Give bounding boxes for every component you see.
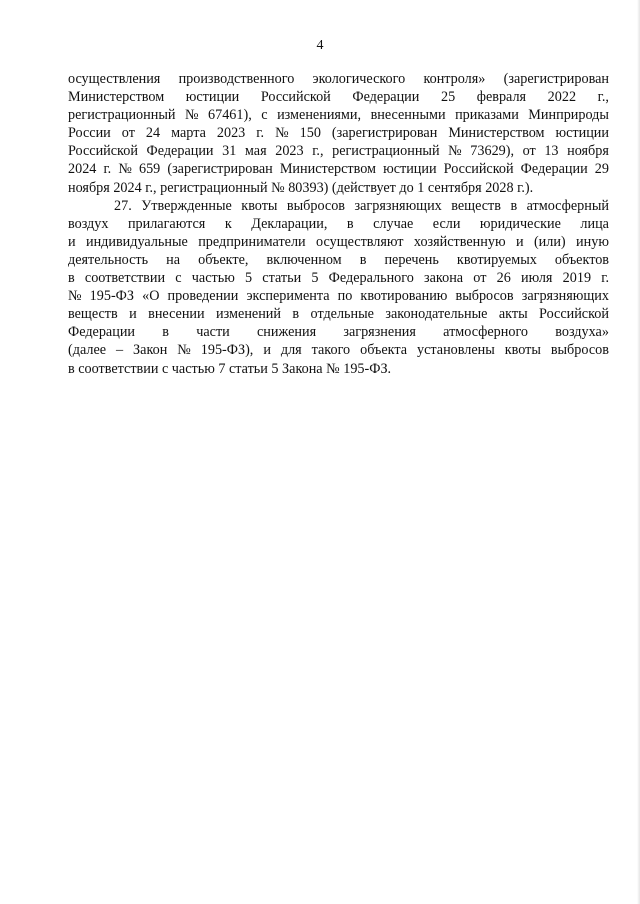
word: 2023: [216, 125, 246, 142]
word: случае: [373, 215, 414, 232]
word: эксперимента: [246, 288, 330, 305]
word: отдельные: [310, 306, 374, 323]
word: Утвержденные: [141, 197, 232, 214]
word: 659: [138, 161, 161, 178]
word: снижения: [257, 324, 317, 341]
text-line: [68, 287, 609, 305]
word: по: [337, 288, 353, 305]
word: воздуха»: [555, 324, 609, 341]
word: если: [432, 215, 461, 232]
word: (зарегистрирован: [331, 125, 438, 142]
word: и: [263, 342, 271, 359]
word: 25: [440, 89, 456, 106]
word: части: [196, 324, 230, 341]
word: Российской: [539, 306, 609, 323]
word: –: [116, 342, 124, 359]
word: 2019: [562, 270, 592, 287]
word: №: [68, 288, 82, 305]
text-line: [68, 251, 609, 269]
word: регистрационный: [332, 143, 440, 160]
word: Российской: [443, 161, 514, 178]
word: квоты: [504, 342, 541, 359]
word: марта: [171, 125, 206, 142]
text-line: [68, 323, 609, 341]
word: контроля»: [423, 71, 486, 87]
word: 13: [544, 143, 559, 160]
document-body: [68, 70, 609, 378]
word: для: [280, 342, 302, 359]
word: 73629),: [470, 143, 515, 160]
word: статьи: [262, 270, 302, 287]
word: на: [166, 251, 181, 268]
word: 5: [311, 270, 319, 287]
word: 29: [594, 161, 609, 178]
word: прилагаются: [127, 215, 206, 232]
word: выбросов: [550, 342, 609, 359]
word: акты: [498, 306, 528, 323]
word: такого: [311, 342, 351, 359]
word: и: [68, 233, 76, 250]
word: объектов: [554, 251, 609, 268]
word: 195-ФЗ: [89, 288, 134, 305]
word: лица: [580, 215, 609, 232]
word: от: [121, 125, 135, 142]
word: регистрационный: [68, 107, 176, 124]
word: 24: [145, 125, 161, 142]
text-line: [68, 197, 609, 215]
text-line: в соответствии с частью 7 статьи 5 Закона № 195-ФЗ.: [68, 360, 392, 377]
word: от: [522, 143, 536, 160]
word: выбросов: [286, 197, 346, 214]
word: перечень: [384, 251, 439, 268]
word: ноября: [567, 143, 609, 160]
word: 2022: [547, 89, 577, 106]
text-line: [68, 124, 609, 142]
word: Министерством: [448, 125, 545, 142]
word: квоты: [241, 197, 278, 214]
word: атмосферного: [443, 324, 529, 341]
word: Декларации,: [251, 215, 328, 232]
word: в: [162, 324, 169, 341]
word: «О: [142, 288, 160, 305]
word: в: [359, 251, 367, 268]
word: Министерством: [68, 89, 165, 106]
word: квотируемых: [456, 251, 537, 268]
word: г.: [256, 125, 265, 142]
word: индивидуальные: [85, 233, 188, 250]
word: июля: [521, 270, 553, 287]
word: Российской: [68, 143, 138, 160]
word: закона: [424, 270, 464, 287]
word: Федерации: [68, 324, 136, 341]
word: веществ: [68, 306, 118, 323]
word: 67461),: [208, 107, 252, 124]
word: г.: [601, 270, 609, 287]
word: Федерального: [328, 270, 414, 287]
word: осуществления: [68, 71, 161, 87]
text-line: [68, 269, 609, 287]
word: в: [68, 270, 75, 287]
word: мая: [244, 143, 267, 160]
text-line: [68, 341, 609, 359]
paragraph-item-27: [68, 197, 609, 378]
word: экологического: [312, 71, 406, 87]
word: №: [448, 143, 462, 160]
word: юстиции: [555, 125, 609, 142]
word: с: [261, 107, 268, 124]
word: №: [275, 125, 289, 142]
text-line: [68, 215, 609, 233]
word: выбросов: [455, 288, 514, 305]
word: атмосферный: [526, 197, 609, 214]
word: изменений: [216, 306, 281, 323]
word: загрязнения: [343, 324, 416, 341]
word: юстиции: [185, 89, 240, 106]
word: России: [68, 125, 111, 142]
word: включенном: [266, 251, 342, 268]
word: и: [129, 306, 137, 323]
word: внесении: [148, 306, 205, 323]
text-line: [68, 233, 609, 251]
word: 2024: [68, 161, 97, 178]
word: (зарегистрирован: [503, 71, 609, 87]
word: 2023: [275, 143, 304, 160]
word: в: [292, 306, 300, 323]
text-line: [68, 305, 609, 323]
word: 150: [299, 125, 321, 142]
word: к: [224, 215, 232, 232]
text-line: [68, 142, 609, 160]
word: 5: [245, 270, 253, 287]
word: Закон: [133, 342, 168, 359]
word: иную: [576, 233, 609, 250]
word: установлены: [417, 342, 495, 359]
word: в: [346, 215, 354, 232]
word: №: [184, 107, 199, 124]
word: Федерации: [146, 143, 214, 160]
word: юстиции: [383, 161, 437, 178]
word: №: [118, 161, 132, 178]
word: Минприроды: [528, 107, 609, 124]
word: загрязняющих: [354, 197, 442, 214]
word: (или): [533, 233, 566, 250]
word: 195-ФЗ),: [200, 342, 254, 359]
word: частью: [191, 270, 235, 287]
text-line: [68, 88, 609, 106]
word: производственного: [178, 71, 295, 87]
word: воздух: [68, 215, 109, 232]
word: юридические: [479, 215, 561, 232]
word: объекте,: [198, 251, 249, 268]
word: в: [510, 197, 518, 214]
word: г.: [103, 161, 112, 178]
word: Российской: [260, 89, 331, 106]
word: веществ: [451, 197, 501, 214]
word: внесенными: [370, 107, 446, 124]
word: (зарегистрирован: [167, 161, 273, 178]
word: №: [177, 342, 191, 359]
word: законодательные: [385, 306, 488, 323]
word: квотированию: [360, 288, 448, 305]
word: Федерации: [520, 161, 588, 178]
text-line: [68, 70, 609, 88]
word: Федерации: [352, 89, 420, 106]
word: объекта: [360, 342, 408, 359]
text-line: [68, 160, 609, 178]
page-number: 4: [316, 38, 324, 53]
text-line: [68, 106, 609, 124]
word: 27.: [114, 197, 132, 214]
text-line: ноября 2024 г., регистрационный № 80393) (действует до 1 сентября 2028 г.).: [68, 179, 534, 196]
word: предприниматели: [198, 233, 306, 250]
word: с: [175, 270, 182, 287]
word: от: [473, 270, 487, 287]
word: проведении: [167, 288, 239, 305]
word: г.,: [597, 89, 609, 106]
word: февраля: [476, 89, 527, 106]
word: 26: [496, 270, 511, 287]
word: соответствии: [84, 270, 166, 287]
word: изменениями,: [277, 107, 362, 124]
word: хозяйственную: [413, 233, 506, 250]
word: загрязняющих: [521, 288, 609, 305]
word: г.,: [312, 143, 324, 160]
word: 31: [222, 143, 237, 160]
paragraph-continuation: [68, 70, 609, 197]
word: и: [515, 233, 524, 250]
word: Министерством: [279, 161, 376, 178]
word: (далее: [68, 342, 107, 359]
word: приказами: [455, 107, 519, 124]
word: осуществляют: [316, 233, 404, 250]
word: деятельность: [68, 251, 149, 268]
